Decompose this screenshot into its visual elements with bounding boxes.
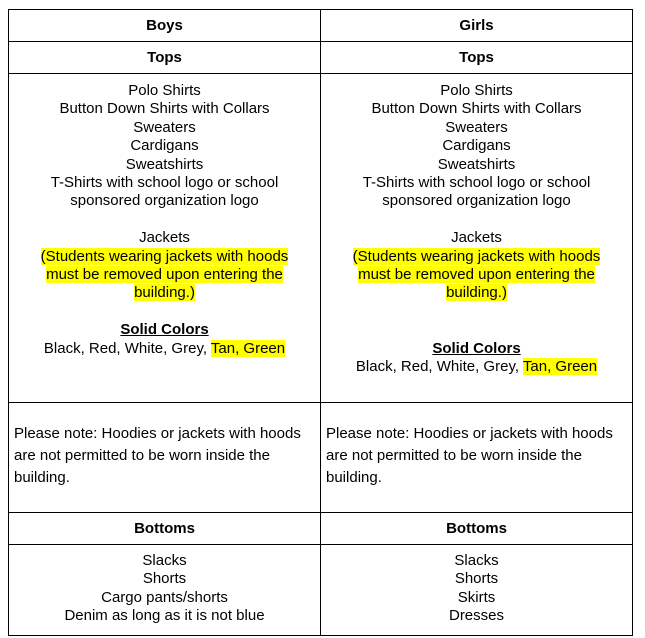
girls-jackets-note: must be removed upon entering the	[358, 266, 595, 284]
boys-colors-plain: Black, Red, White, Grey,	[43, 339, 211, 357]
girls-jackets-label: Jackets	[451, 229, 502, 247]
boys-note: Please note: Hoodies or jackets with hoods are not permitted to be worn inside the building.	[14, 425, 301, 486]
boys-bottoms-item: Cargo pants/shorts	[101, 588, 228, 606]
girls-colors-line	[321, 358, 632, 376]
boys-note-cell	[9, 403, 321, 513]
boys-tops-item: Cardigans	[130, 137, 199, 155]
girls-bottoms-item: Slacks	[454, 552, 499, 569]
header-row	[9, 10, 633, 42]
boys-tops-item: sponsored organization logo	[70, 192, 259, 210]
boys-bottoms-item: Slacks	[142, 552, 187, 569]
boys-tops-item: Sweatshirts	[125, 155, 204, 173]
boys-jackets-note: (Students wearing jackets with hoods	[40, 247, 289, 265]
tops-header-row	[9, 42, 633, 74]
girls-bottoms-item: Dresses	[448, 607, 504, 625]
girls-bottoms-header: Bottoms	[321, 513, 633, 545]
girls-note-cell	[321, 403, 633, 513]
boys-tops-item: Button Down Shirts with Collars	[59, 100, 270, 118]
girls-tops-item: sponsored organization logo	[382, 192, 571, 210]
girls-header: Girls	[321, 10, 633, 42]
boys-tops-item: T-Shirts with school logo or school	[50, 174, 279, 192]
boys-tops-header: Tops	[9, 42, 321, 74]
girls-solid-colors-title: Solid Colors	[432, 339, 521, 357]
girls-tops-cell	[321, 74, 633, 403]
girls-tops-header: Tops	[321, 42, 633, 74]
boys-bottoms-cell	[9, 545, 321, 636]
girls-tops-item: Polo Shirts	[440, 82, 513, 99]
girls-tops-item: T-Shirts with school logo or school	[362, 174, 591, 192]
boys-jackets-note: building.)	[134, 284, 195, 302]
boys-bottoms-item: Shorts	[142, 570, 187, 588]
boys-colors-highlight: Tan, Green	[210, 339, 286, 357]
boys-jackets-label: Jackets	[139, 229, 190, 247]
boys-colors-line	[9, 340, 320, 358]
girls-tops-item: Sweaters	[445, 118, 508, 136]
boys-tops-item: Sweaters	[133, 118, 196, 136]
boys-bottoms-item: Denim as long as it is not blue	[64, 607, 265, 625]
girls-colors-plain: Black, Red, White, Grey,	[355, 358, 523, 376]
tops-row	[9, 74, 633, 403]
girls-tops-item: Cardigans	[442, 137, 511, 155]
bottoms-header-row	[9, 513, 633, 545]
boys-bottoms-header: Bottoms	[9, 513, 321, 545]
girls-bottoms-item: Shorts	[454, 570, 499, 588]
girls-bottoms-cell	[321, 545, 633, 636]
dress-code-table	[8, 9, 633, 636]
girls-jackets-note: (Students wearing jackets with hoods	[352, 247, 601, 265]
girls-tops-item: Button Down Shirts with Collars	[371, 100, 582, 118]
bottoms-row	[9, 545, 633, 636]
girls-tops-item: Sweatshirts	[437, 155, 516, 173]
girls-bottoms-item: Skirts	[457, 588, 496, 606]
boys-tops-item: Polo Shirts	[128, 82, 201, 99]
boys-solid-colors-title: Solid Colors	[120, 321, 209, 339]
boys-header: Boys	[9, 10, 321, 42]
note-row	[9, 403, 633, 513]
girls-jackets-note: building.)	[446, 284, 507, 302]
boys-jackets-note: must be removed upon entering the	[46, 266, 283, 284]
boys-tops-cell	[9, 74, 321, 403]
girls-colors-highlight: Tan, Green	[522, 358, 598, 376]
girls-note: Please note: Hoodies or jackets with hoods are not permitted to be worn inside the building.	[326, 425, 613, 486]
